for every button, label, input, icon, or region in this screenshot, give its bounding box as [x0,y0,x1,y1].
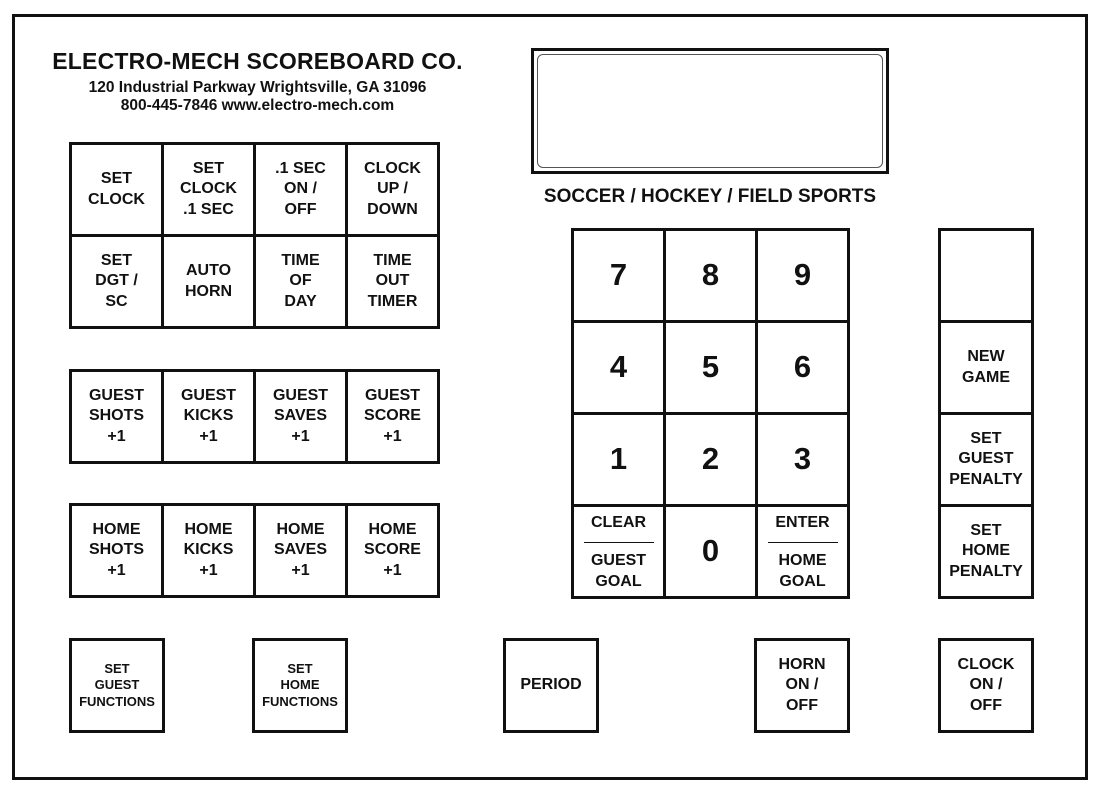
set-home-functions-button[interactable]: SET HOME FUNCTIONS [255,641,345,730]
home-score-button[interactable]: HOME SCORE +1 [348,506,437,595]
tenth-sec-toggle-button[interactable]: .1 SEC ON / OFF [256,145,345,234]
horn-toggle-button[interactable]: HORN ON / OFF [757,641,847,730]
blank-button[interactable] [941,231,1031,320]
set-guest-functions-button[interactable]: SET GUEST FUNCTIONS [72,641,162,730]
keypad-9-button[interactable]: 9 [758,231,847,320]
keypad-7-button[interactable]: 7 [574,231,663,320]
sport-label: SOCCER / HOCKEY / FIELD SPORTS [543,186,877,207]
keypad-5-button[interactable]: 5 [666,323,755,412]
clear-label: CLEAR [590,514,647,531]
set-guest-penalty-button[interactable]: SET GUEST PENALTY [941,415,1031,504]
set-clock-button[interactable]: SET CLOCK [72,145,161,234]
keypad-1-button[interactable]: 1 [574,415,663,504]
time-of-day-button[interactable]: TIME OF DAY [256,237,345,326]
guest-goal-label: GUEST GOAL [590,552,647,590]
guest-saves-button[interactable]: GUEST SAVES +1 [256,372,345,461]
keypad-3-button[interactable]: 3 [758,415,847,504]
set-home-penalty-button[interactable]: SET HOME PENALTY [941,507,1031,596]
clock-up-down-button[interactable]: CLOCK UP / DOWN [348,145,437,234]
enter-home-goal-button[interactable] [758,507,847,596]
horn-frame [754,638,850,733]
home-keys-group [69,503,440,598]
clock-toggle-button[interactable]: CLOCK ON / OFF [941,641,1031,730]
period-frame [503,638,599,733]
home-kicks-button[interactable]: HOME KICKS +1 [164,506,253,595]
guest-shots-button[interactable]: GUEST SHOTS +1 [72,372,161,461]
home-saves-button[interactable]: HOME SAVES +1 [256,506,345,595]
keypad-8-button[interactable]: 8 [666,231,755,320]
set-clock-tenth-button[interactable]: SET CLOCK .1 SEC [164,145,253,234]
home-shots-button[interactable]: HOME SHOTS +1 [72,506,161,595]
side-keys-group [938,228,1034,599]
auto-horn-button[interactable]: AUTO HORN [164,237,253,326]
set-home-functions-frame [252,638,348,733]
keypad-4-button[interactable]: 4 [574,323,663,412]
clock-frame [938,638,1034,733]
lcd-screen [537,54,883,168]
set-guest-functions-frame [69,638,165,733]
keypad-0-button[interactable]: 0 [666,507,755,596]
keypad-6-button[interactable]: 6 [758,323,847,412]
numeric-keypad [571,228,850,599]
period-button[interactable]: PERIOD [506,641,596,730]
company-address: 120 Industrial Parkway Wrightsville, GA 31096 [88,79,427,96]
set-dgt-sc-button[interactable]: SET DGT / SC [72,237,161,326]
enter-label: ENTER [775,514,830,531]
time-out-timer-button[interactable]: TIME OUT TIMER [348,237,437,326]
keypad-2-button[interactable]: 2 [666,415,755,504]
lcd-display [531,48,889,174]
key-divider [768,542,838,543]
company-contact: 800-445-7846 www.electro-mech.com [120,97,395,114]
new-game-button[interactable]: NEW GAME [941,323,1031,412]
key-divider [584,542,654,543]
home-goal-label: HOME GOAL [778,552,827,590]
guest-keys-group [69,369,440,464]
guest-kicks-button[interactable]: GUEST KICKS +1 [164,372,253,461]
guest-score-button[interactable]: GUEST SCORE +1 [348,372,437,461]
clear-guest-goal-button[interactable] [574,507,663,596]
clock-keys-group [69,142,440,329]
company-name: ELECTRO-MECH SCOREBOARD CO. [52,48,463,74]
